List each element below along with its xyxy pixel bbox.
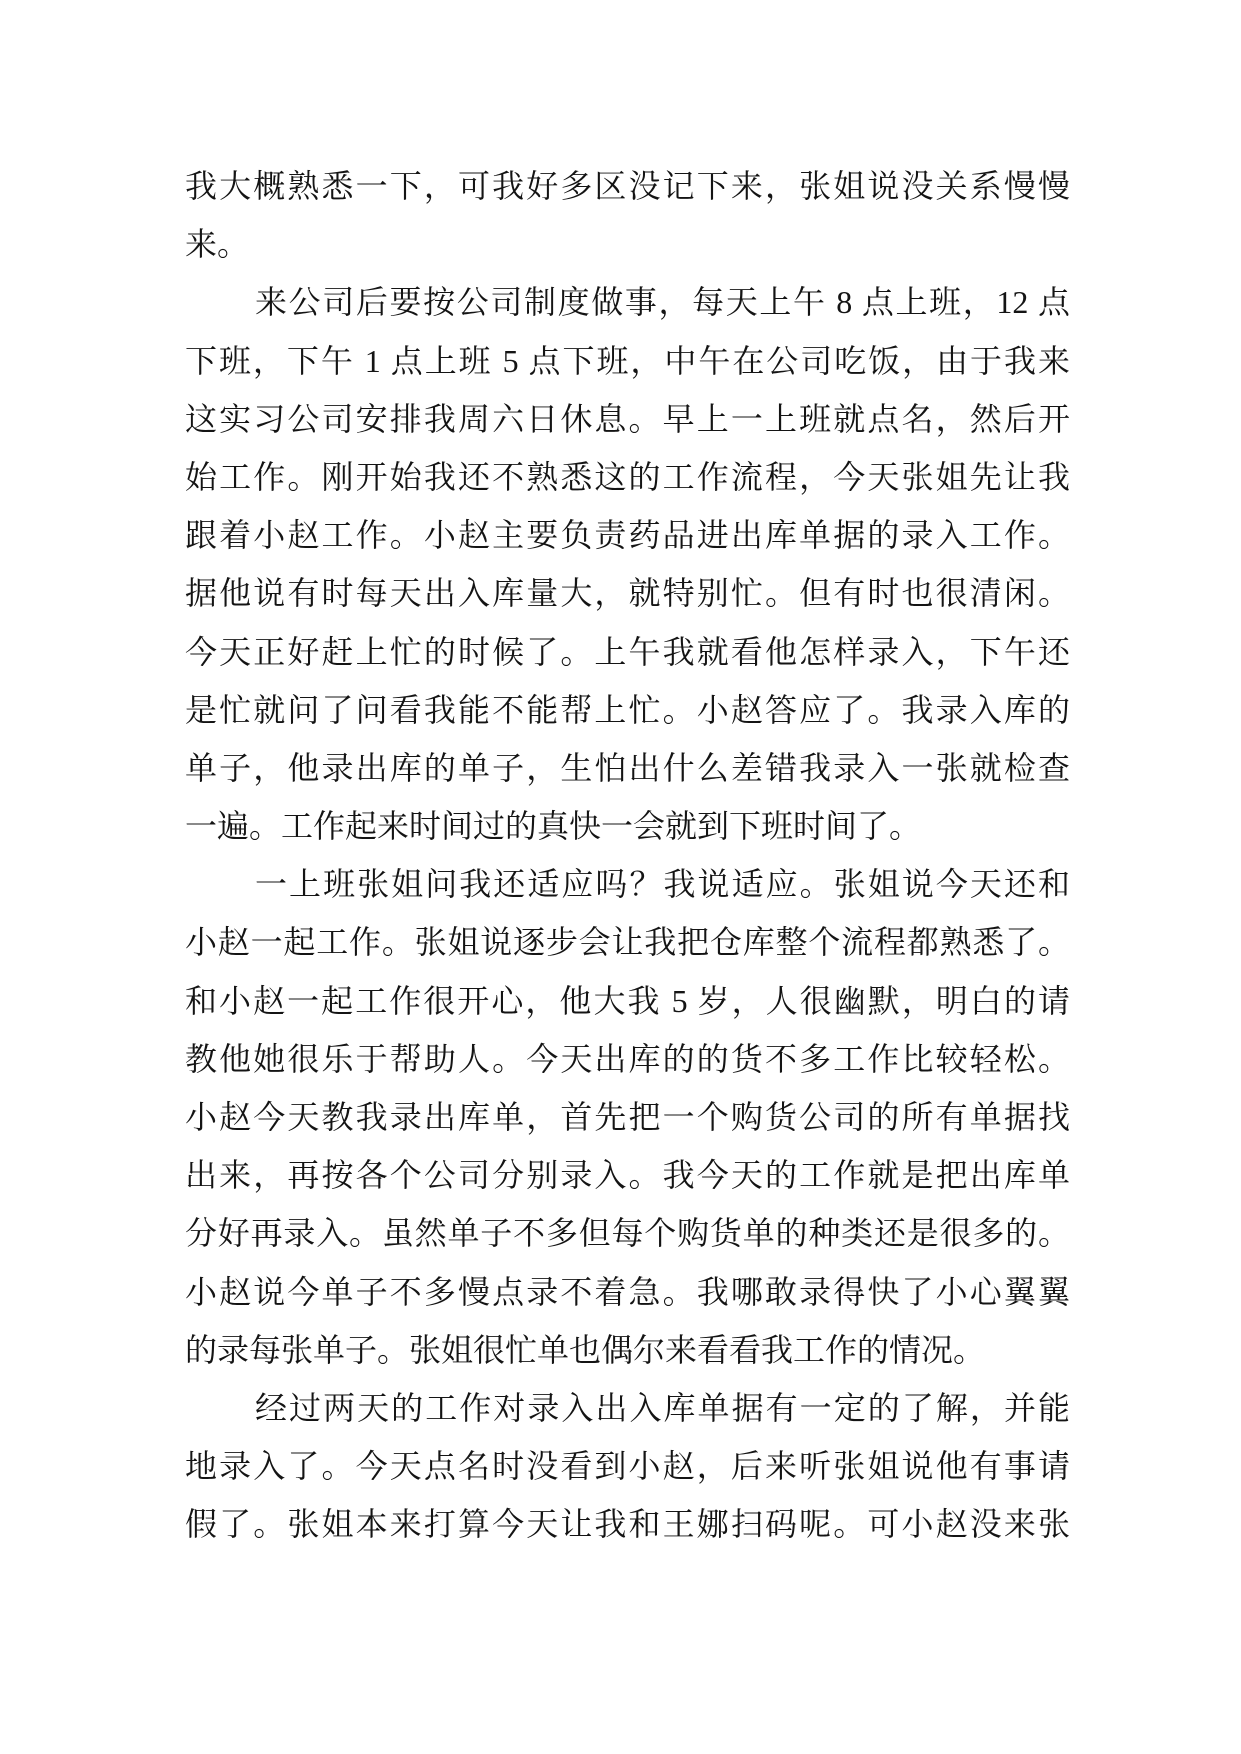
text-line: 来公司后要按公司制度做事，每天上午 8 点上班，12 点 bbox=[255, 284, 1070, 321]
text-line: 小赵今天教我录出库单，首先把一个购货公司的所有单据找 bbox=[185, 1099, 1070, 1135]
text-line: 小赵一起工作。张姐说逐步会让我把仓库整个流程都熟悉了。 bbox=[185, 924, 1070, 961]
text-line: 假了。张姐本来打算今天让我和王娜扫码呢。可小赵没来张 bbox=[185, 1506, 1070, 1543]
text-line: 来。 bbox=[185, 226, 250, 263]
text-line: 是忙就问了问看我能不能帮上忙。小赵答应了。我录入库的 bbox=[185, 691, 1070, 728]
text-line: 教他她很乐于帮助人。今天出库的的货不多工作比较轻松。 bbox=[185, 1040, 1070, 1077]
text-line: 跟着小赵工作。小赵主要负责药品进出库单据的录入工作。 bbox=[185, 517, 1070, 554]
text-line: 的录每张单子。张姐很忙单也偶尔来看看我工作的情况。 bbox=[185, 1331, 986, 1368]
text-line: 单子，他录出库的单子，生怕出什么差错我录入一张就检查 bbox=[185, 749, 1070, 786]
text-line: 出来，再按各个公司分别录入。我今天的工作就是把出库单 bbox=[185, 1157, 1070, 1194]
text-line: 分好再录入。虽然单子不多但每个购货单的种类还是很多的。 bbox=[185, 1215, 1070, 1252]
text-line: 下班，下午 1 点上班 5 点下班，中午在公司吃饭，由于我来 bbox=[185, 342, 1070, 379]
text-line: 和小赵一起工作很开心，他大我 5 岁，人很幽默，明白的请 bbox=[185, 982, 1070, 1019]
text-line: 小赵说今单子不多慢点录不着急。我哪敢录得快了小心翼翼 bbox=[185, 1273, 1070, 1310]
text-line: 始工作。刚开始我还不熟悉这的工作流程，今天张姐先让我 bbox=[185, 458, 1070, 495]
text-line: 地录入了。今天点名时没看到小赵，后来听张姐说他有事请 bbox=[185, 1448, 1070, 1485]
text-line: 一遍。工作起来时间过的真快一会就到下班时间了。 bbox=[185, 808, 922, 845]
text-line: 据他说有时每天出入库量大，就特别忙。但有时也很清闲。 bbox=[185, 575, 1070, 612]
text-line: 今天正好赶上忙的时候了。上午我就看他怎样录入，下午还 bbox=[185, 633, 1070, 670]
text-line: 一上班张姐问我还适应吗？我说适应。张姐说今天还和 bbox=[255, 866, 1070, 903]
text-line: 我大概熟悉一下，可我好多区没记下来，张姐说没关系慢慢 bbox=[185, 168, 1070, 204]
document-text-block bbox=[185, 157, 1070, 1554]
text-line: 这实习公司安排我周六日休息。早上一上班就点名，然后开 bbox=[185, 400, 1070, 437]
text-line: 经过两天的工作对录入出入库单据有一定的了解，并能 bbox=[255, 1389, 1070, 1426]
